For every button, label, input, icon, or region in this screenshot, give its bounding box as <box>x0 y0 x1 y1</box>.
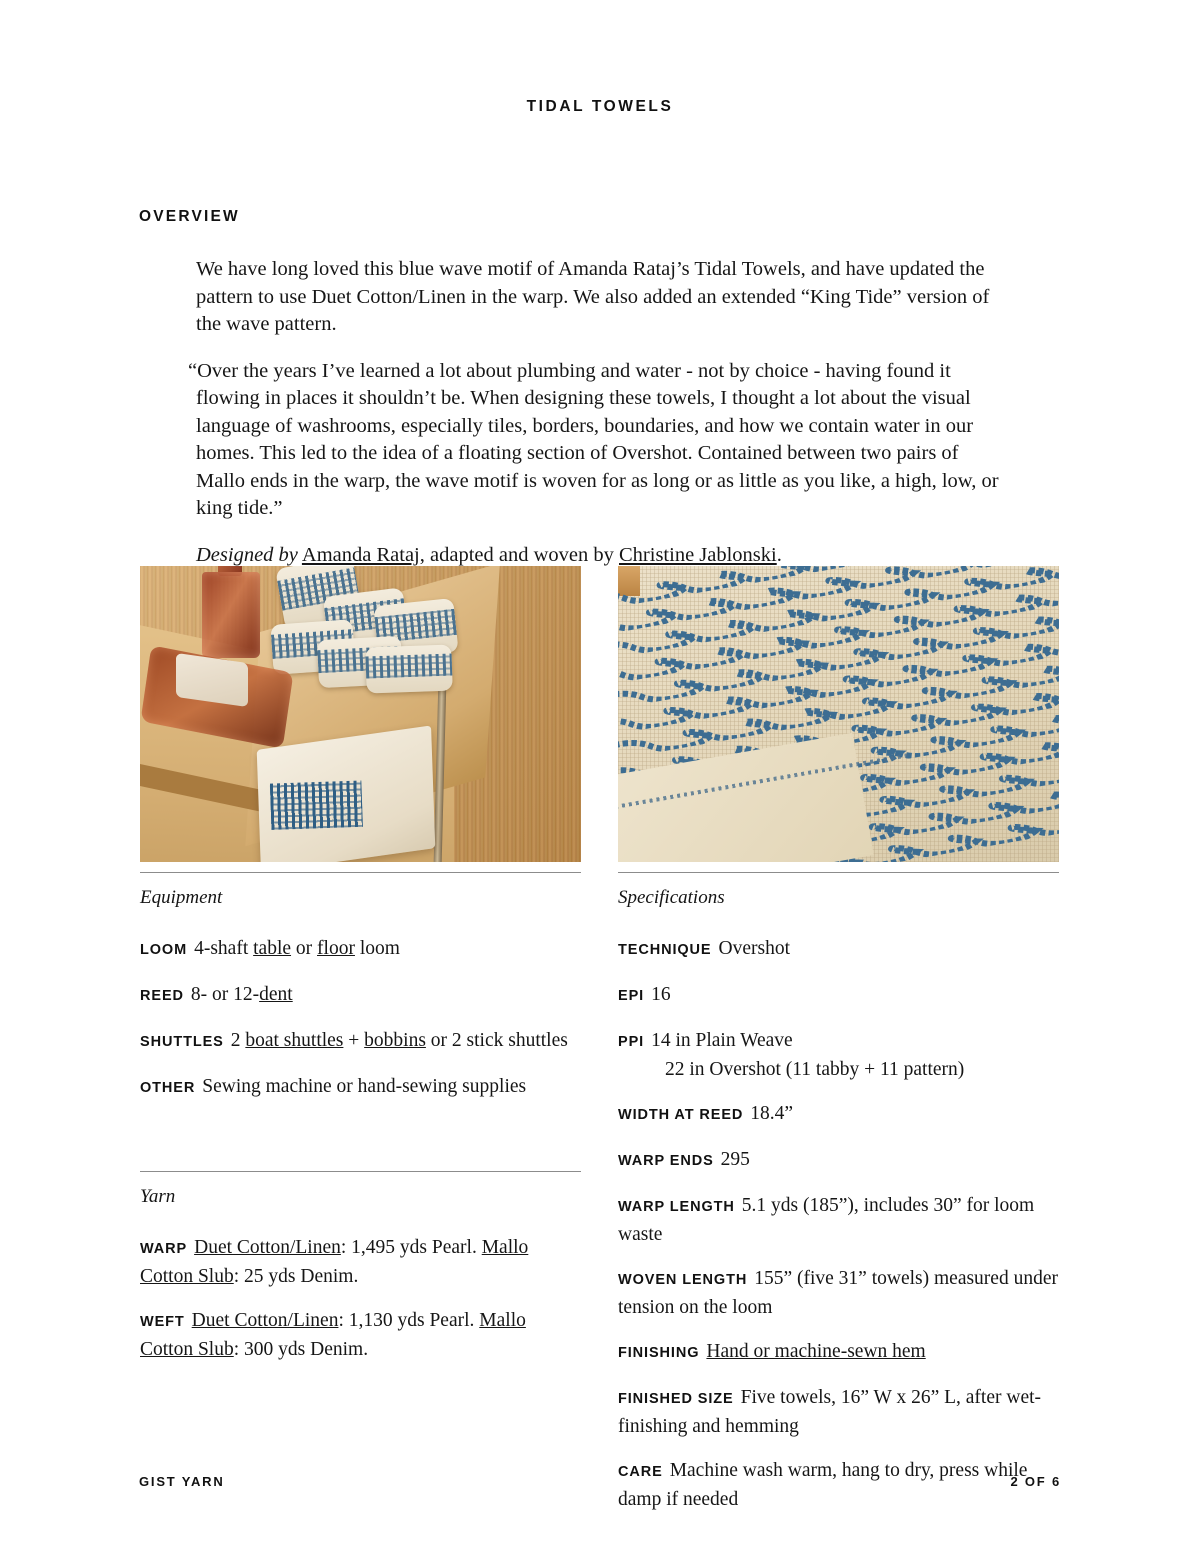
spec-value-link[interactable]: Hand or machine-sewn hem <box>706 1341 926 1362</box>
spec-row <box>618 935 1059 964</box>
spec-value-link[interactable]: floor <box>317 938 355 959</box>
spec-value-text: or <box>291 938 318 959</box>
spec-value-link[interactable]: table <box>253 938 292 959</box>
specifications-panel <box>618 872 1059 1530</box>
spec-value-link[interactable]: Mallo Cotton Slub <box>140 1310 526 1360</box>
photo-styled-towels <box>140 566 581 862</box>
spec-key: WARP ENDS <box>618 1153 714 1169</box>
spec-value-text: Sewing machine or hand-sewing supplies <box>202 1076 527 1097</box>
spec-row <box>140 981 581 1010</box>
spec-row <box>140 1027 581 1056</box>
spec-value-text: loom <box>354 938 400 959</box>
spec-key: WARP <box>140 1241 188 1257</box>
equipment-list <box>140 935 581 1102</box>
spec-key: EPI <box>618 988 645 1004</box>
photo-fabric-closeup <box>618 566 1059 862</box>
yarn-list <box>140 1234 581 1363</box>
specifications-list <box>618 935 1059 1513</box>
folded-towel <box>257 725 436 862</box>
spec-row <box>140 1073 581 1102</box>
spec-value-text: : 25 yds Denim. <box>233 1266 359 1287</box>
spec-value-text: or 2 stick shuttles <box>425 1030 568 1051</box>
spec-value-text: : 1,495 yds Pearl. <box>340 1237 482 1258</box>
equipment-panel <box>140 872 581 1119</box>
spec-value-link[interactable]: bobbins <box>364 1030 426 1051</box>
spec-row <box>618 1457 1059 1513</box>
spec-row <box>618 1146 1059 1175</box>
spec-value-link[interactable]: boat shuttles <box>245 1030 344 1051</box>
footer-page-number: 2 OF 6 <box>1010 1474 1061 1489</box>
wave-motif-band <box>270 781 363 830</box>
spec-row <box>618 1027 1059 1083</box>
spec-key: FINISHED SIZE <box>618 1391 734 1407</box>
spec-value-text: + <box>343 1030 365 1051</box>
yarn-panel <box>140 1171 581 1380</box>
overview-paragraph-1: We have long loved this blue wave motif of Amanda Rataj’s Tidal Towels, and have updated the pattern to use Duet Cotton/Linen in the warp. We also added an extended “King Tide” version of the wave pattern. <box>196 258 990 335</box>
spec-key: WARP LENGTH <box>618 1199 735 1215</box>
spec-key: SHUTTLES <box>140 1034 224 1050</box>
overview-body <box>188 256 1004 588</box>
overview-paragraph-2-quote: “Over the years I’ve learned a lot about plumbing and water - not by choice - having found it flowing in places it shouldn’t be. When designing these towels, I thought a lot about the visual language of washrooms, especially tiles, borders, boundaries, and how we contain water in our homes. This led to the idea of a floating section of Overshot. Contained between two pairs of Mallo ends in the warp, the wave motif is woven for as long or as little as you like, a high, low, or king tide.” <box>188 359 999 519</box>
spec-key: WEFT <box>140 1314 185 1330</box>
weaver-link[interactable]: Christine Jablonski <box>619 543 777 566</box>
spec-row <box>140 1234 581 1290</box>
wave-motif-band <box>366 654 453 679</box>
spec-value-link[interactable]: Mallo Cotton Slub <box>140 1237 529 1287</box>
spec-value-text: Five towels, 16” W x 26” L, after wet-finishing and hemming <box>618 1387 1042 1437</box>
spec-row <box>618 1192 1059 1248</box>
spec-value-text: 14 in Plain Weave <box>651 1030 793 1051</box>
spec-row <box>618 1100 1059 1129</box>
spec-value-link[interactable]: Duet Cotton/Linen <box>194 1237 341 1258</box>
spec-value-text: 2 <box>230 1030 246 1051</box>
spec-value-link[interactable]: dent <box>259 984 293 1005</box>
spec-value-text: 5.1 yds (185”), includes 30” for loom waste <box>618 1195 1035 1245</box>
designed-by-label: Designed by <box>196 543 298 566</box>
spec-key: WIDTH AT REED <box>618 1107 744 1123</box>
divider <box>140 1171 581 1172</box>
rolled-towel <box>365 645 453 694</box>
divider <box>140 872 581 873</box>
spec-value-text: Machine wash warm, hang to dry, press while damp if needed <box>618 1460 1028 1510</box>
credit-end-text: . <box>776 543 782 566</box>
divider <box>618 872 1059 873</box>
spec-row <box>618 1265 1059 1321</box>
spec-row <box>618 981 1059 1010</box>
spec-value-text: 155” (five 31” towels) measured under tension on the loom <box>618 1268 1058 1318</box>
spec-value-continuation: 22 in Overshot (11 tabby + 11 pattern) <box>665 1059 965 1080</box>
spec-value-link[interactable]: Duet Cotton/Linen <box>191 1310 339 1331</box>
spec-key: OTHER <box>140 1080 196 1096</box>
equipment-label: Equipment <box>140 887 223 908</box>
credit-middle-text: , adapted and woven by <box>419 543 619 566</box>
spec-value-text: 8- or 12- <box>190 984 260 1005</box>
spec-row <box>140 935 581 964</box>
spec-value-text: : 1,130 yds Pearl. <box>338 1310 480 1331</box>
footer-brand: GIST YARN <box>139 1474 225 1489</box>
spec-value-text: : 300 yds Denim. <box>233 1339 369 1360</box>
spec-key: CARE <box>618 1464 663 1480</box>
spec-key: LOOM <box>140 942 188 958</box>
yarn-label: Yarn <box>140 1186 176 1207</box>
page-title: TIDAL TOWELS <box>526 98 674 115</box>
spec-value-text: Overshot <box>718 938 790 959</box>
designer-link[interactable]: Amanda Rataj <box>301 543 420 566</box>
spec-value-text: 295 <box>720 1149 750 1170</box>
specifications-label: Specifications <box>618 887 725 908</box>
spec-row <box>618 1338 1059 1367</box>
spec-value-text: 16 <box>651 984 671 1005</box>
spec-key: PPI <box>618 1034 645 1050</box>
spec-row <box>618 1384 1059 1440</box>
spec-key: REED <box>140 988 184 1004</box>
spec-value-text: 4-shaft <box>194 938 254 959</box>
spec-row <box>140 1307 581 1363</box>
section-heading-overview: OVERVIEW <box>139 208 240 225</box>
spec-key: TECHNIQUE <box>618 942 712 958</box>
design-credit <box>196 542 1004 570</box>
spec-key: FINISHING <box>618 1345 700 1361</box>
spec-value-text: 18.4” <box>750 1103 794 1124</box>
spec-key: WOVEN LENGTH <box>618 1272 748 1288</box>
amber-glass-jar <box>202 572 260 658</box>
